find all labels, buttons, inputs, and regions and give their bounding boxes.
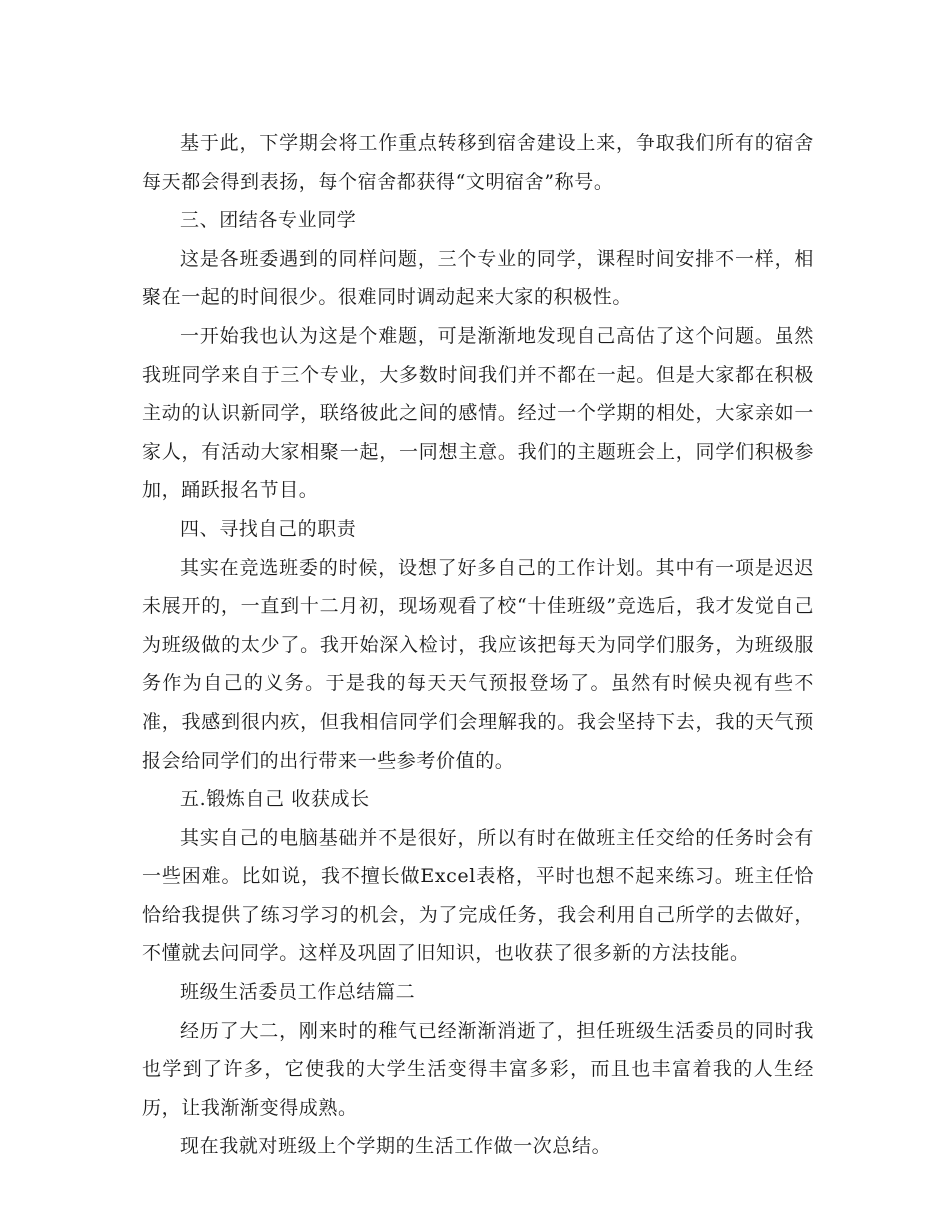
paragraph: 一开始我也认为这是个难题，可是渐渐地发现自己高估了这个问题。虽然我班同学来自于三个专业，大多数时间我们并不都在一起。但是大家都在积极主动的认识新同学，联络彼此之间的感情。经过一个学期的相处，大家亲如一家人，有活动大家相聚一起，一同想主意。我们的主题班会上，同学们积极参加，踊跃报名节目。: [142, 324, 814, 502]
section-heading: 三、团结各专业同学: [180, 209, 357, 232]
section-heading: 班级生活委员工作总结篇二: [180, 981, 416, 1004]
paragraph: 现在我就对班级上个学期的生活工作做一次总结。: [180, 1135, 612, 1158]
paragraph: 经历了大二，刚来时的稚气已经渐渐消逝了，担任班级生活委员的同时我也学到了许多，它使我的大学生活变得丰富多彩，而且也丰富着我的人生经历，让我渐渐变得成熟。: [142, 1019, 814, 1119]
document-body: [142, 124, 814, 1166]
section-heading: 四、寻找自己的职责: [180, 517, 357, 540]
section-heading: 五.锻炼自己 收获成长: [180, 788, 370, 811]
paragraph: 这是各班委遇到的同样问题，三个专业的同学，课程时间安排不一样，相聚在一起的时间很少。很难同时调动起来大家的积极性。: [142, 247, 814, 309]
paragraph: 其实在竞选班委的时候，设想了好多自己的工作计划。其中有一项是迟迟未展开的，一直到十二月初，现场观看了校“十佳班级”竞选后，我才发觉自己为班级做的太少了。我开始深入检讨，我应该把每天为同学们服务，为班级服务作为自己的义务。于是我的每天天气预报登场了。虽然有时候央视有些不准，我感到很内疚，但我相信同学们会理解我的。我会坚持下去，我的天气预报会给同学们的出行带来一些参考价值的。: [142, 556, 814, 772]
paragraph: 其实自己的电脑基础并不是很好，所以有时在做班主任交给的任务时会有一些困难。比如说，我不擅长做Excel表格，平时也想不起来练习。班主任恰恰给我提供了练习学习的机会，为了完成任务，我会利用自己所学的去做好，不懂就去问同学。这样及巩固了旧知识，也收获了很多新的方法技能。: [142, 826, 814, 965]
paragraph: 基于此，下学期会将工作重点转移到宿舍建设上来，争取我们所有的宿舍每天都会得到表扬，每个宿舍都获得“文明宿舍”称号。: [142, 132, 814, 193]
